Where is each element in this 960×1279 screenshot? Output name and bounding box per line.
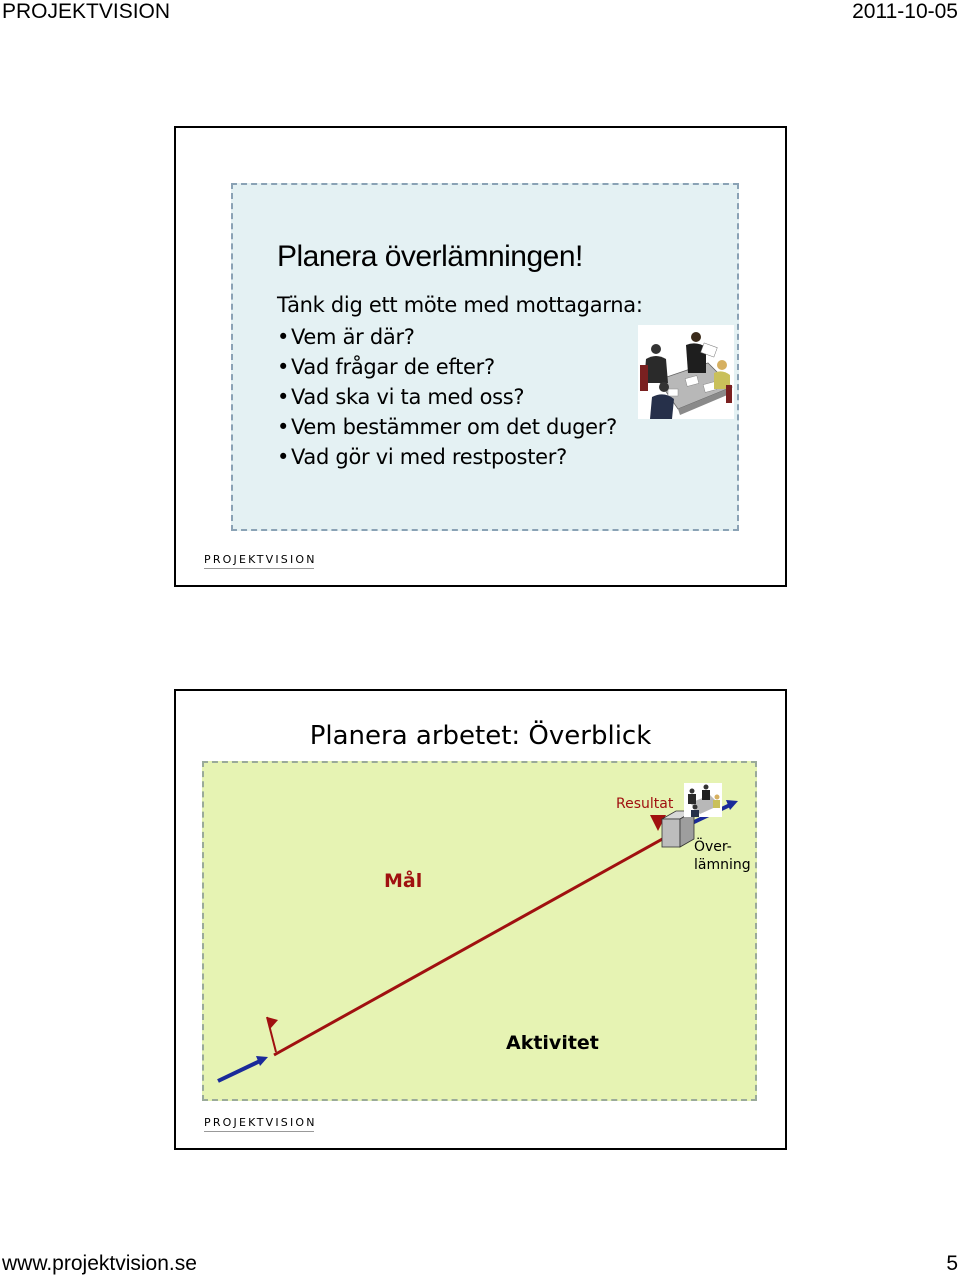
slide-2-brand: PROJEKTVISION bbox=[204, 1116, 317, 1129]
goal-label: Mål bbox=[384, 870, 423, 892]
meeting-clipart-icon bbox=[638, 325, 734, 419]
bullet-icon: • bbox=[277, 445, 290, 469]
page-footer bbox=[0, 1252, 960, 1279]
list-item-text: Vad frågar de efter? bbox=[291, 355, 495, 379]
slide-1-content-panel bbox=[231, 183, 739, 531]
list-item bbox=[277, 442, 617, 472]
list-item-text: Vem bestämmer om det duger? bbox=[291, 415, 617, 439]
slide-1-brand: PROJEKTVISION bbox=[204, 553, 317, 566]
list-item bbox=[277, 352, 617, 382]
handover-label-line1: Över- bbox=[694, 839, 732, 855]
slide-1-brand-underline bbox=[204, 568, 314, 569]
slide-1 bbox=[174, 126, 787, 587]
slide-2-title: Planera arbetet: Överblick bbox=[309, 721, 652, 751]
slide-1-title: Planera överlämningen! bbox=[277, 240, 583, 273]
list-item-text: Vem är där? bbox=[291, 325, 415, 349]
result-label: Resultat bbox=[616, 796, 674, 812]
project-overview-diagram bbox=[204, 763, 755, 1099]
start-arrow bbox=[218, 1061, 260, 1081]
bullet-icon: • bbox=[277, 325, 290, 349]
page-header bbox=[0, 0, 960, 28]
list-item-text: Vad gör vi med restposter? bbox=[291, 445, 567, 469]
page-number: 5 bbox=[946, 1252, 958, 1275]
header-date: 2011-10-05 bbox=[852, 0, 958, 23]
bullet-icon: • bbox=[277, 355, 290, 379]
list-item bbox=[277, 382, 617, 412]
bullet-icon: • bbox=[277, 415, 290, 439]
footer-url: www.projektvision.se bbox=[2, 1252, 197, 1275]
list-item bbox=[277, 322, 617, 352]
slide-1-intro: Tänk dig ett möte med mottagarna: bbox=[277, 293, 643, 317]
result-box-front bbox=[662, 819, 680, 847]
list-item-text: Vad ska vi ta med oss? bbox=[291, 385, 525, 409]
slide-2-diagram-panel bbox=[202, 761, 757, 1101]
bullet-icon: • bbox=[277, 385, 290, 409]
header-title: PROJEKTVISION bbox=[2, 0, 171, 23]
handover-label-line2: lämning bbox=[694, 857, 751, 873]
slide-2 bbox=[174, 689, 787, 1150]
progress-line bbox=[274, 827, 684, 1055]
slide-2-brand-underline bbox=[204, 1131, 314, 1132]
slide-1-bullet-list bbox=[277, 322, 617, 472]
meeting-clipart-small-icon bbox=[684, 783, 722, 817]
list-item bbox=[277, 412, 617, 442]
activity-label: Aktivitet bbox=[506, 1032, 599, 1054]
